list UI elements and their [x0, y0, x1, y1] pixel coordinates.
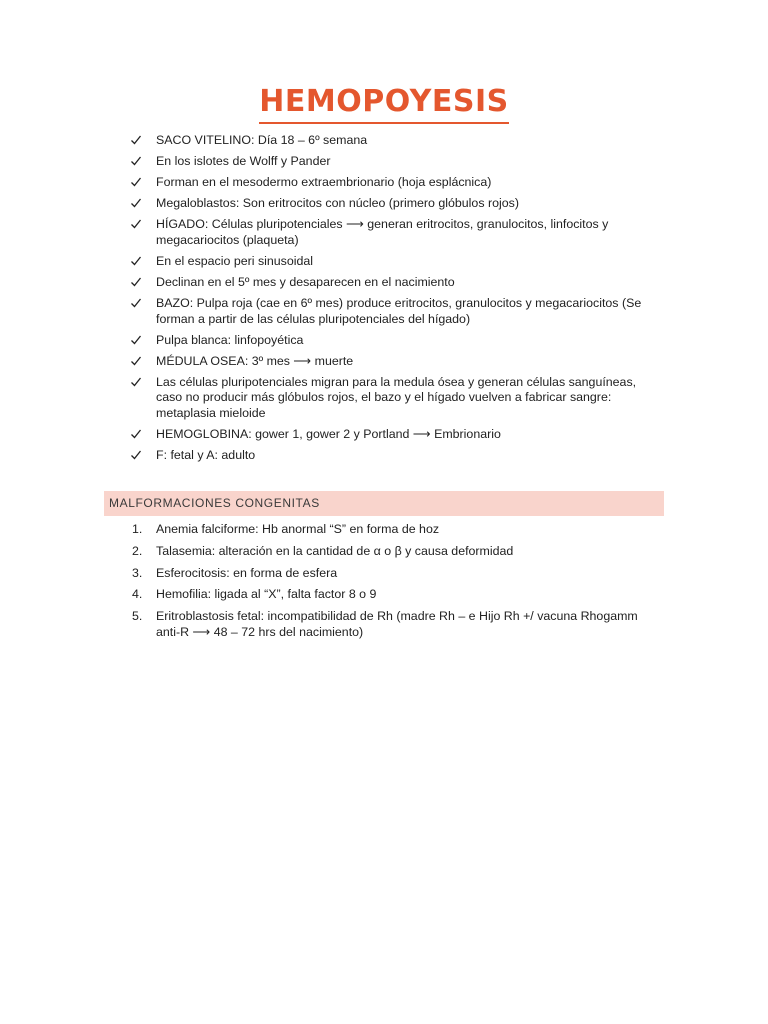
checklist-item-text: SACO VITELINO: Día 18 – 6º semana: [156, 133, 368, 147]
checklist-item: [130, 196, 650, 212]
checkmark-icon: [130, 276, 142, 288]
numbered-item: [130, 566, 650, 582]
checkmark-icon: [130, 176, 142, 188]
numbered-item-text: Eritroblastosis fetal: incompatibilidad de Rh (madre Rh – e Hijo Rh +/ vacuna Rhogamm anti-R ⟶ 48 – 72 hrs del nacimiento): [156, 609, 638, 639]
checklist-item-text: Las células pluripotenciales migran para la medula ósea y generan células sanguíneas, caso no producir más glóbulos rojos, el bazo y el hígado vuelven a fabricar sangre: metaplasia mieloide: [156, 374, 637, 420]
checklist-item: [130, 154, 650, 170]
checklist-item-text: En los islotes de Wolff y Pander: [156, 154, 331, 169]
numbered-item-text: Esferocitosis: en forma de esfera: [156, 565, 338, 580]
checklist-item-text: MÉDULA OSEA: 3º mes ⟶ muerte: [156, 353, 354, 368]
checklist-item: [130, 254, 650, 270]
checklist-item: [130, 333, 650, 349]
numbered-item-text: Hemofilia: ligada al “X”, falta factor 8 o 9: [156, 587, 377, 602]
checkmark-icon: [130, 134, 142, 146]
checkmark-icon: [130, 449, 142, 461]
checklist-item-text: En el espacio peri sinusoidal: [156, 253, 314, 268]
page-title: [0, 84, 768, 124]
item-number: 5.: [132, 609, 143, 624]
checkmark-icon: [130, 297, 142, 309]
section-heading-bar: [104, 491, 664, 516]
checkmark-icon: [130, 197, 142, 209]
checklist: [130, 133, 650, 469]
checkmark-icon: [130, 334, 142, 346]
checkmark-icon: [130, 376, 142, 388]
numbered-item: [130, 587, 650, 603]
checklist-item: [130, 427, 650, 443]
checklist-item: [130, 296, 650, 327]
item-number: 3.: [132, 565, 143, 580]
checklist-item-text: BAZO: Pulpa roja (cae en 6º mes) produce eritrocitos, granulocitos y megacariocitos (Se forman a partir de las células pluripotenciales del hígado): [156, 296, 642, 326]
numbered-item: [130, 544, 650, 560]
numbered-item-text: Anemia falciforme: Hb anormal “S” en forma de hoz: [156, 522, 440, 536]
item-number: 2.: [132, 543, 143, 558]
checklist-item: [130, 354, 650, 370]
item-number: 1.: [132, 522, 143, 536]
page-title-text: HEMOPOYESIS: [259, 84, 508, 124]
checklist-item-text: Declinan en el 5º mes y desaparecen en el nacimiento: [156, 275, 455, 290]
numbered-item: [130, 609, 650, 640]
checklist-item: [130, 217, 650, 248]
checkmark-icon: [130, 218, 142, 230]
checklist-item-text: HÍGADO: Células pluripotenciales ⟶ generan eritrocitos, granulocitos, linfocitos y megacariocitos (plaqueta): [156, 217, 609, 247]
item-number: 4.: [132, 587, 143, 602]
checklist-item: [130, 275, 650, 291]
checkmark-icon: [130, 155, 142, 167]
checklist-item: [130, 375, 650, 422]
checklist-item: [130, 133, 650, 149]
checklist-item-text: Forman en el mesodermo extraembrionario (hoja esplácnica): [156, 175, 492, 190]
checklist-item: [130, 175, 650, 191]
checkmark-icon: [130, 255, 142, 267]
section-heading: MALFORMACIONES CONGENITAS: [109, 496, 320, 510]
numbered-item: [130, 522, 650, 538]
checkmark-icon: [130, 355, 142, 367]
checkmark-icon: [130, 428, 142, 440]
checklist-item-text: Pulpa blanca: linfopoyética: [156, 332, 304, 347]
checklist-item-text: F: fetal y A: adulto: [156, 448, 256, 463]
numbered-list: [130, 522, 650, 646]
checklist-item-text: HEMOGLOBINA: gower 1, gower 2 y Portland ⟶ Embrionario: [156, 427, 501, 442]
numbered-item-text: Talasemia: alteración en la cantidad de α o β y causa deformidad: [156, 543, 514, 558]
checklist-item: [130, 448, 650, 464]
checklist-item-text: Megaloblastos: Son eritrocitos con núcleo (primero glóbulos rojos): [156, 196, 519, 211]
